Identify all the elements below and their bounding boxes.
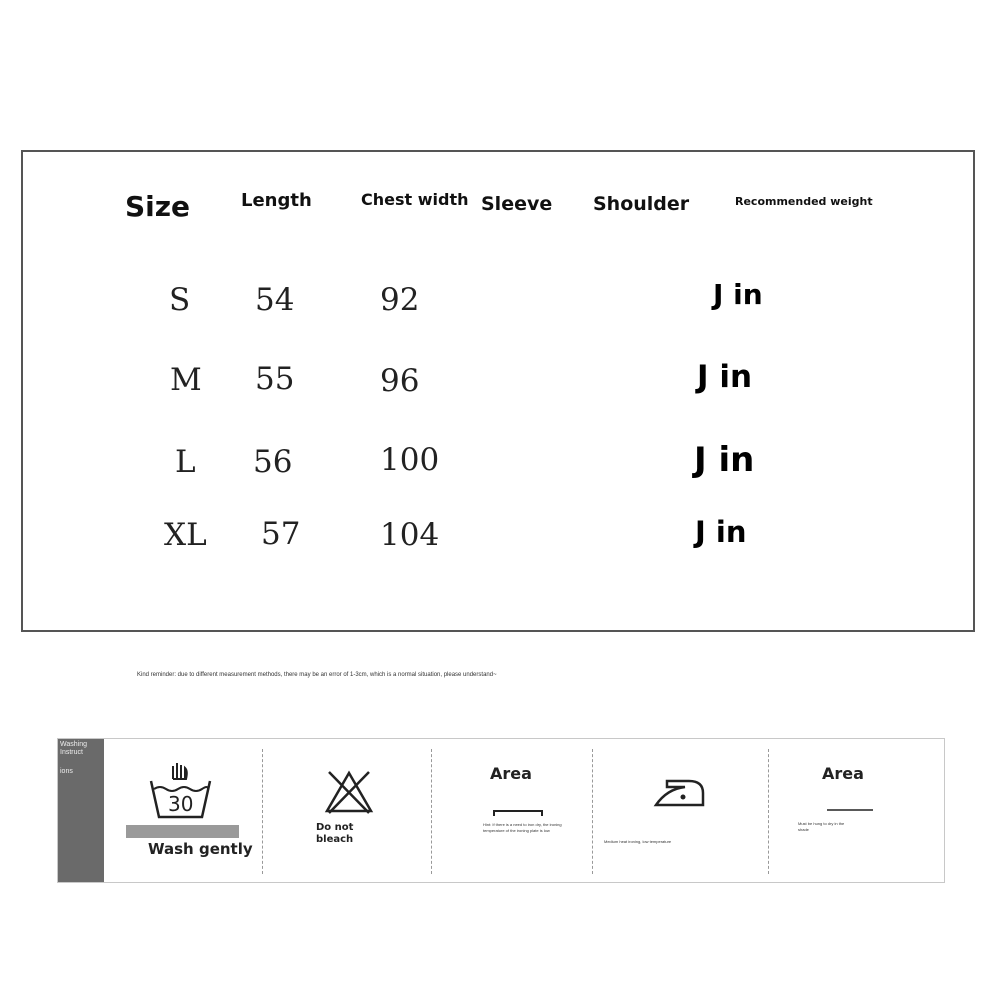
row-l-weight: J in	[694, 440, 755, 480]
iron-icon	[653, 777, 707, 809]
area-label-1: Area	[490, 764, 532, 783]
header-length: Length	[241, 190, 312, 211]
care-instructions-strip	[57, 738, 945, 883]
header-sleeve: Sleeve	[481, 193, 553, 215]
flat-dry-icon	[493, 809, 543, 817]
row-s-weight: J in	[713, 278, 763, 311]
care-side-label-1: Washing	[60, 741, 87, 748]
header-recommended-weight: Recommended weight	[735, 195, 873, 208]
row-m-size: M	[170, 362, 202, 398]
care-side-bar	[58, 739, 104, 882]
row-s-length: 54	[255, 282, 295, 318]
do-not-bleach-icon	[324, 769, 374, 814]
do-not-bleach-label-2: bleach	[316, 834, 354, 845]
separator	[431, 749, 432, 874]
row-l-length: 56	[253, 444, 293, 480]
row-s-chest: 92	[380, 282, 420, 318]
gray-label-bar	[126, 825, 239, 838]
care-side-label-2: Instruct	[60, 749, 83, 756]
iron-note: Medium heat ironing, low temperature	[604, 839, 672, 844]
row-xl-length: 57	[261, 516, 301, 552]
row-s-size: S	[169, 282, 191, 318]
header-shoulder: Shoulder	[593, 193, 690, 215]
separator	[768, 749, 769, 874]
area-note-2: Must be hung to dry in the shade	[798, 821, 845, 832]
header-size: Size	[125, 190, 191, 223]
row-xl-size: XL	[164, 517, 207, 553]
row-l-chest: 100	[380, 442, 440, 478]
dry-in-shade-icon	[826, 807, 874, 813]
measurement-reminder: Kind reminder: due to different measurement methods, there may be an error of 1-3cm, which is a normal situation, please understand~	[137, 672, 497, 678]
row-m-chest: 96	[380, 363, 420, 399]
separator	[592, 749, 593, 874]
size-chart-table	[21, 150, 975, 632]
header-chest-width: Chest width	[361, 190, 469, 209]
row-m-weight: J in	[697, 359, 753, 395]
row-xl-chest: 104	[380, 517, 440, 553]
wash-temperature: 30	[168, 792, 194, 816]
care-side-label-3: ions	[60, 768, 73, 775]
row-xl-weight: J in	[695, 515, 747, 549]
do-not-bleach-label-1: Do not	[316, 822, 354, 833]
area-note-1: Hint: If there is a need to iron dry, the ironing temperature of the ironing plate is low	[483, 822, 562, 833]
row-l-size: L	[175, 444, 196, 480]
row-m-length: 55	[255, 361, 295, 397]
separator	[262, 749, 263, 874]
wash-gently-label: Wash gently	[148, 840, 253, 858]
area-label-2: Area	[822, 764, 864, 783]
